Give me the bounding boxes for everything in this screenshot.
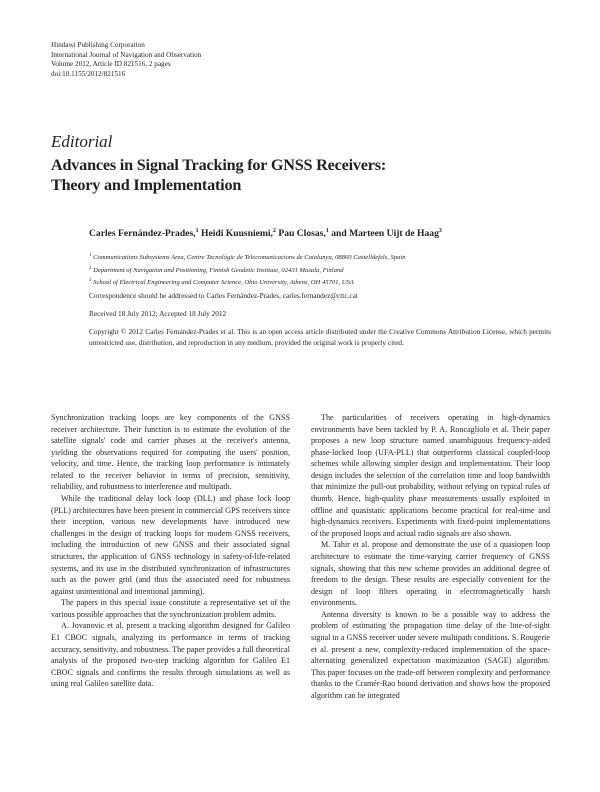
affiliation-list xyxy=(89,251,406,289)
article-title xyxy=(51,155,551,195)
affiliation-number: 1 xyxy=(89,253,92,258)
author-affiliation-mark: 1 xyxy=(195,228,199,234)
paragraph: Synchronization tracking loops are key components of the GNSS receiver architecture. Their function is to estimate the evolution of the satellite signals' code and carrier phases at the receiver's antenna, yielding the observations required for computing the users' position, velocity, and time. Hence, the tracking loop performance is intimately related to the receiver behavior in terms of precision, sensitivity, reliability, and robustness to interference and multipath. xyxy=(51,413,290,492)
paragraph: The particularities of receivers operating in high-dynamics environments have been tackled by P. A. Roncagliolo et al. Their paper proposes a new loop structure named unambiguous frequency-aided phase-locked loop (UFA-PLL) that outperforms classical coupled-loop schemes while allowing simpler design and implementation. Their loop design includes the selection of the correlation time and loop bandwidth that minimize the pull-out probability, without relying on typical rules of thumb. Hence, high-quality phase measurements usually exploited in offline and quasistatic applications become practical for real-time and high-dynamics receivers. Experiments with fixed-point implementations of the proposed loops and actual radio signals are also shown. xyxy=(311,413,550,538)
affiliation-number: 3 xyxy=(89,278,92,284)
affiliation-item xyxy=(89,251,406,264)
received-accepted-dates: Received 18 July 2012; Accepted 18 July 2012 xyxy=(89,309,227,318)
author-name: Carles Fernández-Prades, xyxy=(89,228,196,240)
affiliation-text: Communications Subsystems Area, Centre Tecnològic de Telecomunicacions de Catalunya, 08860 Castelldefels, Spain xyxy=(93,254,406,262)
journal-line: International Journal of Navigation and Observation xyxy=(51,50,202,59)
author-affiliation-mark: 1 xyxy=(325,228,329,234)
title-line-1: Advances in Signal Tracking for GNSS Receivers: xyxy=(51,156,387,174)
author-name: Pau Closas, xyxy=(278,228,326,240)
doi-line[interactable]: doi:10.1155/2012/821516 xyxy=(51,69,126,78)
paragraph: The papers in this special issue constitute a representative set of the various possible approaches that the synchronization problem admits. xyxy=(51,598,290,619)
affiliation-text: School of Electrical Engineering and Computer Science, Ohio University, Athens, OH 45701, USA xyxy=(93,279,354,287)
volume-line: Volume 2012, Article ID 821516, 2 pages xyxy=(51,60,171,69)
publisher-line: Hindawi Publishing Corporation xyxy=(51,41,145,49)
author-name: Heidi Kuusniemi, xyxy=(200,228,273,240)
author-name: and Marteen Uijt de Haag xyxy=(331,228,439,240)
title-line-2: Theory and Implementation xyxy=(51,176,242,194)
author-affiliation-mark: 3 xyxy=(438,228,442,234)
affiliation-item xyxy=(89,264,406,277)
paragraph: Antenna diversity is known to be a possible way to address the problem of estimating the propagation time delay of the line-of-sight signal in a GNSS receiver under severe multipath conditions. S. Rougerie et al. present a new, complexity-reduced implementation of the space-alternating generalized expectation maximization (SAGE) algorithm. This paper focuses on the trade-off between complexity and performance thanks to the Cramér-Rao bound derivation and shows how the proposed algorithm can be integrated xyxy=(311,609,550,700)
affiliation-number: 2 xyxy=(89,265,92,271)
author-list xyxy=(89,228,442,239)
paragraph: M. Tahir et al. propose and demonstrate the use of a quasiopen loop architecture to estimate the time-varying carrier frequency of GNSS signals, showing that this new scheme provides an additional degree of freedom to the design. These results are especially convenient for the design of loop filters operating in electromagnetically harsh environments. xyxy=(311,540,550,608)
copyright-notice: Copyright © 2012 Carles Fernández-Prades et al. This is an open access article distributed under the Creative Commons Attribution License, which permits unrestricted use, distribution, and reproduction in any medium, provided the original work is properly cited. xyxy=(89,327,551,347)
paragraph: While the traditional delay lock loop (DLL) and phase lock loop (PLL) architectures have been present in commercial GPS receivers since their inception, various new developments have introduced new challenges in the design of tracking loops for modern GNSS receivers, including the introduction of new GNSS and their associated signal structures, the application of GNSS technology in safety-of-life-related systems, and its use in the distributed synchronization of infrastructures such as the power grid (and thus the associated need for robustness against unintentional and intentional jamming). xyxy=(51,494,290,596)
body-column-left xyxy=(51,412,290,690)
author-affiliation-mark: 2 xyxy=(272,228,276,234)
journal-header xyxy=(51,41,201,79)
correspondence-line: Correspondence should be addressed to Carles Fernández-Prades, carles.fernandez@cttc.cat xyxy=(89,291,358,300)
section-label: Editorial xyxy=(51,132,113,151)
paragraph: A. Jovanovic et al. present a tracking algorithm designed for Galileo E1 CBOC signals, analyzing its performance in terms of tracking accuracy, sensitivity, and robustness. The paper provides a full theoretical analysis of the proposed two-step tracking algorithm for Galileo E1 CBOC signals and confirms the results through simulations as well as using real Galileo satellite data. xyxy=(51,621,290,689)
body-column-right xyxy=(311,412,550,701)
affiliation-item xyxy=(89,276,406,289)
affiliation-text: Department of Navigation and Positioning, Finnish Geodetic Institute, 02431 Masala, Finland xyxy=(93,266,344,274)
